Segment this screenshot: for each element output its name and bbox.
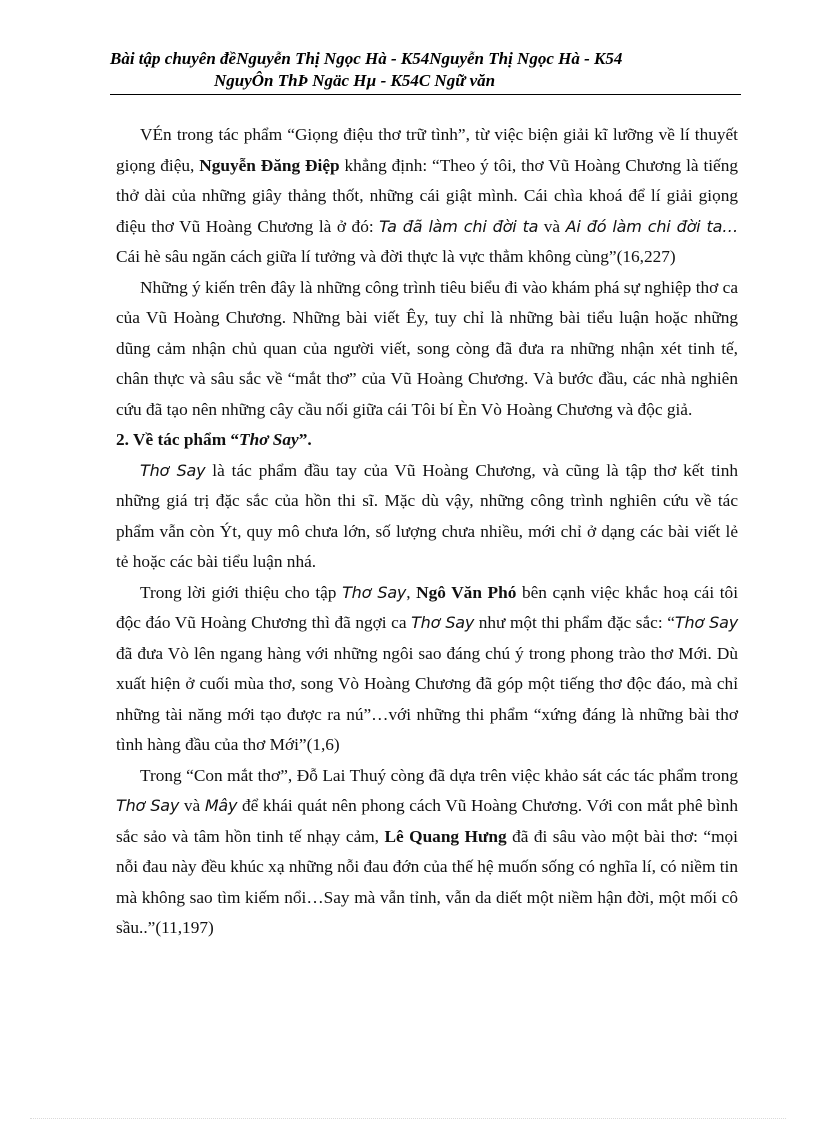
footer-divider	[30, 1118, 786, 1119]
page-header	[110, 48, 740, 92]
header-line-2: NguyÔn ThÞ Ngäc Hµ - K54C Ngữ văn	[214, 71, 496, 90]
header-line-1: Bài tập chuyên đềNguyễn Thị Ngọc Hà - K54Nguyễn Thị Ngọc Hà - K54	[110, 49, 623, 68]
section-heading: 2. Về tác phẩm “Thơ Say”.	[116, 430, 312, 449]
paragraph: Trong lời giới thiệu cho tập Thơ Say, Ngô Văn Phó bên cạnh việc khắc hoạ cái tôi độc đáo Vũ Hoàng Chương thì đã ngợi ca Thơ Say như một thi phẩm đặc sắc: “Thơ Say đã đưa Vò lên ngang hàng với những ngôi sao đáng chú ý trong phong trào thơ Mới. Dù xuất hiện ở cuối mùa thơ, song Vò Hoàng Chương đã góp một tiếng thơ độc đáo, mà chỉ những tài năng mới tạo được ra nú”…với những thi phẩm “xứng đáng là những bài thơ tình hàng đầu của thơ Mới”(1,6)	[116, 582, 739, 754]
paragraph: VÉn trong tác phẩm “Giọng điệu thơ trữ tình”, từ việc biện giải kĩ lưỡng về lí thuyết giọng điệu, Nguyễn Đăng Điệp khẳng định: “Theo ý tôi, thơ Vũ Hoàng Chương là tiếng thở dài của những giây thảng thốt, những cái giật mình. Cái chìa khoá để lí giải giọng điệu thơ Vũ Hoàng Chương là ở đó: Ta đã làm chi đời ta và Ai đó làm chi đời ta… Cái hè sâu ngăn cách giữa lí tưởng và đời thực là vực thẳm không cùng”(16,227)	[116, 125, 739, 266]
paragraph: Những ý kiến trên đây là những công trình tiêu biểu đi vào khám phá sự nghiệp thơ ca của Vũ Hoàng Chương. Những bài viết Êy, tuy chỉ là những bài tiểu luận hoặc những dũng cảm nhận chủ quan của người viết, song còng đã đưa ra những nhận xét tinh tế, chân thực và sâu sắc về “mắt thơ” của Vũ Hoàng Chương. Và bước đầu, các nhà nghiên cứu đã tạo nên những cây cầu nối giữa cái Tôi bí Èn Vò Hoàng Chương và độc giả.	[116, 277, 738, 419]
paragraph: Trong “Con mắt thơ”, Đỗ Lai Thuý còng đã dựa trên việc khảo sát các tác phẩm trong Thơ Say và Mây để khái quát nên phong cách Vũ Hoàng Chương. Với con mắt phê bình sắc sảo và tâm hồn tinh tế nhạy cảm, Lê Quang Hưng đã đi sâu vào một bài thơ: “mọi nỗi đau này đều khúc xạ những nỗi đau đớn của thế hệ muốn sống có nghĩa lí, có niềm tin mà không sao tìm kiếm nổi…Say mà vẫn tỉnh, vẫn da diết một niềm hận đời, một mối cô sầu..”(11,197)	[116, 765, 738, 937]
document-body	[116, 120, 738, 944]
header-rule	[110, 94, 741, 95]
paragraph: Thơ Say là tác phẩm đầu tay của Vũ Hoàng Chương, và cũng là tập thơ kết tinh những giá trị đặc sắc của hồn thi sĩ. Mặc dù vậy, những công trình nghiên cứu về tác phẩm vẫn còn Ýt, quy mô chưa lớn, số lượng chưa nhiều, mới chỉ ở dạng các bài viết lẻ tẻ hoặc các bài tiểu luận nhá.	[116, 460, 738, 571]
